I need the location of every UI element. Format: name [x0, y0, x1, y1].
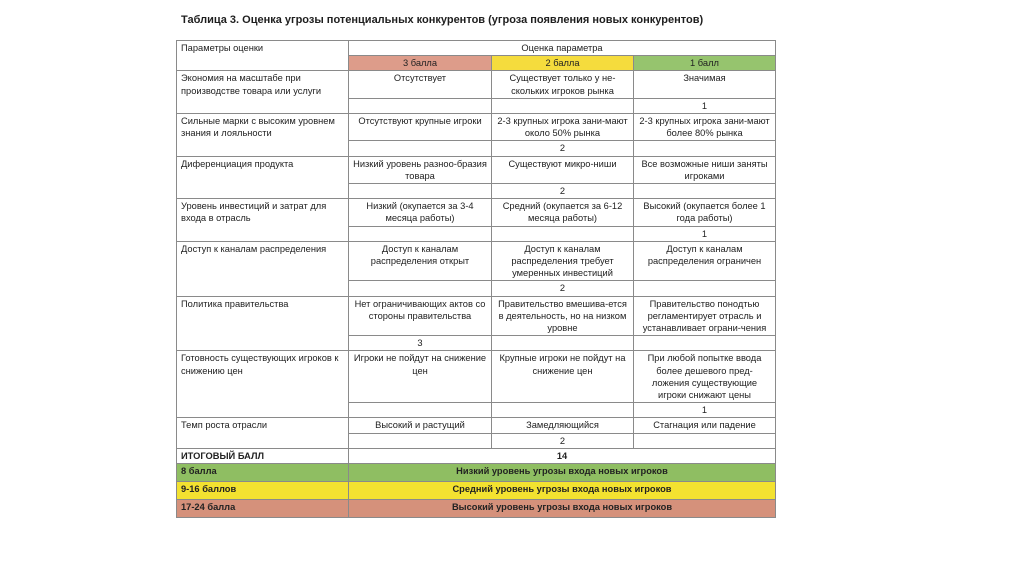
criterion-name: Доступ к каналам распределения — [177, 241, 349, 296]
score-empty-cell — [634, 184, 776, 199]
criterion-s2-description: Существуют микро-ниши — [492, 156, 634, 183]
criterion-score: 2 — [492, 141, 634, 156]
header-row — [177, 41, 776, 56]
criterion-s2-description: Существует только у не-скольких игроков рынка — [492, 71, 634, 98]
value-header: Оценка параметра — [349, 41, 776, 56]
criterion-s1-description: Высокий (окупается более 1 года работы) — [634, 199, 776, 226]
criterion-name: Уровень инвестиций и затрат для входа в отрасль — [177, 199, 349, 242]
table-caption: Таблица 3. Оценка угрозы потенциальных конкурентов (угроза появления новых конкурентов) — [181, 14, 704, 26]
criterion-score: 1 — [634, 98, 776, 113]
total-value: 14 — [349, 448, 776, 463]
criterion-score: 2 — [492, 281, 634, 296]
criterion-row — [177, 156, 776, 183]
criterion-s1-description: Правительство понодтью регламентирует отрасль и устанавливает ограни-чения — [634, 296, 776, 336]
criterion-s2-description: 2-3 крупных игрока зани-мают около 50% рынка — [492, 114, 634, 141]
score-empty-cell — [492, 403, 634, 418]
criterion-s3-description: Отсутствуют крупные игроки — [349, 114, 492, 141]
level-range-medium: 9-16 баллов — [177, 482, 349, 500]
criterion-s3-description: Высокий и растущий — [349, 418, 492, 433]
score-2-header: 2 балла — [492, 56, 634, 71]
criterion-row — [177, 114, 776, 141]
level-row-low — [177, 464, 776, 482]
score-empty-cell — [349, 226, 492, 241]
criterion-score: 2 — [492, 433, 634, 448]
score-empty-cell — [492, 336, 634, 351]
criterion-name: Темп роста отрасли — [177, 418, 349, 448]
score-empty-cell — [634, 281, 776, 296]
level-row-medium — [177, 482, 776, 500]
total-row — [177, 448, 776, 463]
score-empty-cell — [349, 403, 492, 418]
level-text-high: Высокий уровень угрозы входа новых игроков — [349, 500, 776, 518]
score-empty-cell — [634, 433, 776, 448]
score-empty-cell — [492, 226, 634, 241]
criterion-score: 3 — [349, 336, 492, 351]
criterion-s1-description: Значимая — [634, 71, 776, 98]
criterion-row — [177, 296, 776, 336]
criterion-s3-description: Доступ к каналам распределения открыт — [349, 241, 492, 281]
criterion-score: 1 — [634, 403, 776, 418]
level-text-low: Низкий уровень угрозы входа новых игроков — [349, 464, 776, 482]
criterion-s3-description: Низкий уровень разноо-бразия товара — [349, 156, 492, 183]
criterion-s2-description: Правительство вмешива-ется в деятельность, но на низком уровне — [492, 296, 634, 336]
params-header: Параметры оценки — [177, 41, 349, 71]
criterion-s2-description: Крупные игроки не пойдут на снижение цен — [492, 351, 634, 403]
criterion-s1-description: Доступ к каналам распределения ограничен — [634, 241, 776, 281]
level-row-high — [177, 500, 776, 518]
criterion-s1-description: Все возможные ниши заняты игроками — [634, 156, 776, 183]
criterion-s3-description: Отсутствует — [349, 71, 492, 98]
criterion-s3-description: Низкий (окупается за 3-4 месяца работы) — [349, 199, 492, 226]
score-empty-cell — [349, 98, 492, 113]
criterion-row — [177, 241, 776, 281]
score-1-header: 1 балл — [634, 56, 776, 71]
criterion-name: Политика правительства — [177, 296, 349, 351]
level-range-high: 17-24 балла — [177, 500, 349, 518]
criterion-name: Сильные марки с высоким уровнем знания и лояльности — [177, 114, 349, 157]
criterion-s1-description: При любой попытке ввода более дешевого пред-ложения существующие игроки снижают цены — [634, 351, 776, 403]
criterion-row — [177, 351, 776, 403]
criterion-s1-description: Стагнация или падение — [634, 418, 776, 433]
criterion-name: Экономия на масштабе при производстве товара или услуги — [177, 71, 349, 114]
score-empty-cell — [349, 141, 492, 156]
criterion-score: 2 — [492, 184, 634, 199]
score-3-header: 3 балла — [349, 56, 492, 71]
criterion-s1-description: 2-3 крупных игрока зани-мают более 80% рынка — [634, 114, 776, 141]
criterion-s2-description: Замедляющийся — [492, 418, 634, 433]
criterion-row — [177, 71, 776, 98]
score-empty-cell — [349, 281, 492, 296]
score-empty-cell — [492, 98, 634, 113]
level-range-low: 8 балла — [177, 464, 349, 482]
total-label: ИТОГОВЫЙ БАЛЛ — [177, 448, 349, 463]
criterion-s2-description: Доступ к каналам распределения требует умеренных инвестиций — [492, 241, 634, 281]
criterion-row — [177, 418, 776, 433]
score-empty-cell — [634, 336, 776, 351]
criterion-s3-description: Нет ограничивающих актов со стороны правительства — [349, 296, 492, 336]
criterion-name: Готовность существующих игроков к снижению цен — [177, 351, 349, 418]
criterion-row — [177, 199, 776, 226]
level-text-medium: Средний уровень угрозы входа новых игроков — [349, 482, 776, 500]
criteria-rows — [177, 71, 776, 448]
score-empty-cell — [349, 184, 492, 199]
criterion-score: 1 — [634, 226, 776, 241]
score-empty-cell — [634, 141, 776, 156]
score-empty-cell — [349, 433, 492, 448]
threat-assessment-table — [176, 40, 776, 518]
criterion-name: Диференциация продукта — [177, 156, 349, 199]
criterion-s2-description: Средний (окупается за 6-12 месяца работы) — [492, 199, 634, 226]
criterion-s3-description: Игроки не пойдут на снижение цен — [349, 351, 492, 403]
